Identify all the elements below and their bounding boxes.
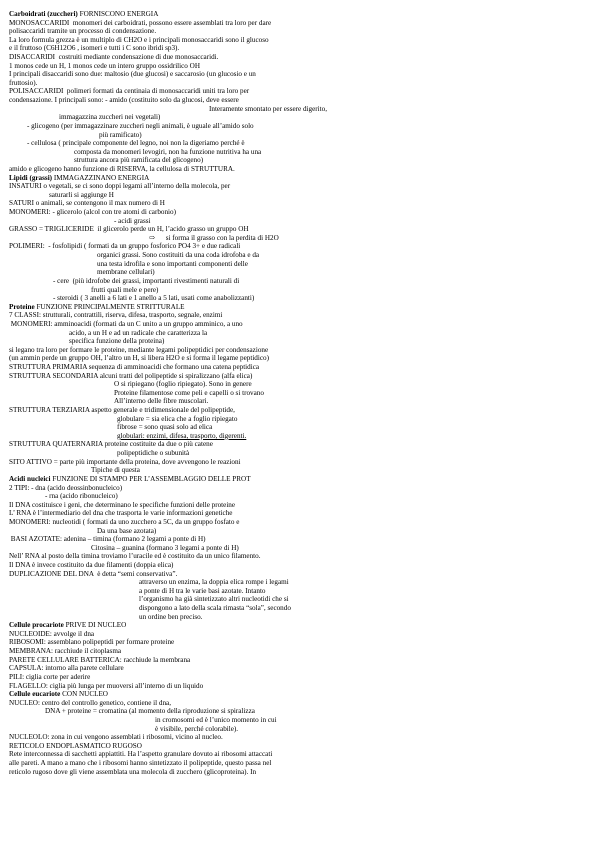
text-line: [9, 440, 586, 449]
text-segment: Citosina – guanina (formano 3 legami a ponte di H): [91, 543, 239, 552]
text-line: [9, 286, 586, 295]
text-segment: Tipiche di questa: [91, 466, 140, 475]
text-segment: O si ripiegano (foglio ripiegato). Sono in genere: [114, 380, 252, 389]
text-segment: INSATURI o vegetali, se ci sono doppi legami all’interno della molecola, per: [9, 182, 231, 191]
text-line: [9, 199, 586, 208]
text-segment: specifica funzione della proteina): [69, 337, 165, 346]
text-line: [9, 320, 586, 329]
text-line: [9, 682, 586, 691]
text-segment: condensazione. I principali sono: - amido (costituito solo da glucosi, deve essere: [9, 96, 239, 105]
text-segment: NUCLEOIDE: avvolge il dna: [9, 629, 95, 638]
text-segment: un ordine ben preciso.: [139, 612, 203, 621]
text-segment: MONOMERI: nucleotidi ( formati da uno zucchero a 5C, da un gruppo fosfato e: [9, 517, 240, 526]
text-line: [9, 458, 586, 467]
text-segment: DISACCARIDI costruiti mediante condensazione di due monosaccaridi.: [9, 53, 219, 62]
text-line: [9, 544, 586, 553]
text-line: [9, 725, 586, 734]
text-line: [9, 346, 586, 355]
text-segment: l’organismo ha già sintetizzato altri nucleotidi che si: [139, 595, 289, 604]
text-line: [9, 148, 586, 157]
text-line: [9, 707, 586, 716]
text-segment: IMMAGAZZINANO ENERGIA: [52, 173, 150, 182]
text-segment: membrane cellulari): [97, 268, 155, 277]
text-segment: NUCLEO: centro del controllo genetico, contiene il dna,: [9, 698, 172, 707]
text-segment: struttura ancora più ramificata del glicogeno): [74, 156, 204, 165]
text-line: [9, 268, 586, 277]
text-line: [9, 699, 586, 708]
section-heading: Cellule procariote: [9, 621, 64, 630]
text-segment: immagazzina zuccheri nei vegetali): [59, 113, 161, 122]
text-segment: FORNISCONO ENERGIA: [77, 10, 159, 18]
text-segment: frutti quali mele e pere): [91, 285, 159, 294]
text-line: [9, 242, 586, 251]
text-line: [9, 492, 586, 501]
text-line: [9, 759, 586, 768]
text-segment: - acidi grassi: [114, 216, 151, 225]
text-line: [9, 337, 586, 346]
text-segment: L’ RNA è l’intermediario del dna che trasporta le varie informazioni genetiche: [9, 509, 233, 518]
text-line: [9, 768, 586, 777]
text-line: [9, 165, 586, 174]
text-line: [9, 10, 586, 19]
text-segment: STRUTTURA SECONDARIA alcuni tratti del polipeptide si spiralizzano (alfa elica): [9, 371, 253, 380]
text-segment: in cromosomi ed è l’unico momento in cui: [155, 715, 277, 724]
text-segment: FUNZIONE DI STAMPO PER L’ASSEMBLAGGIO DELLE PROT: [50, 474, 251, 483]
text-line: [9, 19, 586, 28]
text-segment: 1 monos cede un H, 1 monos cede un intero gruppo ossidrilico OH: [9, 61, 200, 70]
text-line: [9, 750, 586, 759]
text-line: [9, 613, 586, 622]
text-line: [9, 380, 586, 389]
text-line: [9, 509, 586, 518]
text-segment: FUNZIONE PRINCIPALMENTE STRITTURALE: [34, 302, 185, 311]
text-line: [9, 329, 586, 338]
text-segment: Interamente smontato per essere digerito,: [209, 104, 327, 113]
text-segment: POLIMERI: - fosfolipidi ( formati da un gruppo fosforico PO4 3+ e due radicali: [9, 242, 241, 251]
text-segment: MONOMERI: amminoacidi (formati da un C unito a un gruppo amminico, a uno: [9, 319, 243, 328]
text-line: [9, 191, 586, 200]
text-line: [9, 363, 586, 372]
text-segment: Da una base azotata): [97, 526, 157, 535]
text-segment: Il DNA è invece costituito da due filamenti (doppia elica): [9, 561, 174, 569]
text-line: [9, 389, 586, 398]
text-segment: polisaccaridi tramite un processo di condensazione.: [9, 27, 157, 36]
text-line: [9, 578, 586, 587]
text-segment: composta da monomeri levogiri, non ha funzione nutritiva ha una: [74, 147, 262, 156]
text-segment: globulari: enzimi, difesa, trasporto, digerenti.: [117, 431, 247, 440]
text-line: [9, 501, 586, 510]
text-line: [9, 131, 586, 140]
text-segment: GRASSO = TRIGLICERIDE il glicerolo perde un H, l’acido grasso un gruppo OH: [9, 225, 249, 234]
text-line: [9, 139, 586, 148]
text-line: [9, 174, 586, 183]
text-segment: ⇨ si forma il grasso con la perdita di H2O: [149, 233, 279, 242]
text-segment: STRUTTURA PRIMARIA sequenza di amminoacidi che formano una catena peptidica: [9, 362, 260, 371]
text-segment: organici grassi. Sono costituiti da una coda idrofoba e da: [97, 251, 260, 260]
text-line: [9, 225, 586, 234]
text-line: [9, 415, 586, 424]
text-line: [9, 303, 586, 312]
text-line: [9, 449, 586, 458]
text-line: [9, 733, 586, 742]
text-segment: globulare = sia elica che a foglio ripiegato: [117, 414, 238, 423]
text-line: [9, 570, 586, 579]
text-segment: alle pareti. A mano a mano che i ribosomi hanno sintetizzato il polipeptide, questo passa nel: [9, 759, 272, 768]
text-segment: 2 TIPI: - dna (acido deossinbonucleico): [9, 483, 123, 492]
text-line: [9, 630, 586, 639]
text-segment: - glicogeno (per immagazzinare zuccheri negli animali, è uguale all’amido solo: [27, 121, 254, 130]
text-line: [9, 423, 586, 432]
section-heading: Lipidi (grassi): [9, 173, 53, 182]
text-line: [9, 466, 586, 475]
text-line: [9, 105, 586, 114]
text-segment: PRIVE DI NUCLEO: [63, 621, 127, 630]
text-segment: MONOMERI: - glicerolo (alcol con tre atomi di carbonio): [9, 208, 176, 217]
text-segment: si legano tra loro per formare le proteine, mediante legami polipeptidici per condensazione: [9, 345, 269, 354]
text-line: [9, 664, 586, 673]
text-line: [9, 113, 586, 122]
text-segment: più ramificato): [99, 130, 142, 139]
text-line: [9, 44, 586, 53]
text-segment: e il fruttoso (C6H12O6 , isomeri e tutti i C sono ibridi sp3).: [9, 44, 180, 53]
text-segment: DUPLICAZIONE DEL DNA è detta “semi conservativa”.: [9, 569, 178, 578]
text-line: [9, 690, 586, 699]
text-segment: - cere (più idrofobe dei grassi, importanti rivestimenti naturali di: [53, 276, 240, 285]
text-segment: a ponte di H tra le varie basi azotate. Intanto: [139, 586, 266, 595]
text-line: [9, 53, 586, 62]
text-line: [9, 621, 586, 630]
text-segment: La loro formula grezza è un multiplo di CH2O e i principali monosaccaridi sono il glucoso: [9, 35, 269, 44]
text-line: [9, 372, 586, 381]
text-line: [9, 234, 586, 243]
text-line: [9, 62, 586, 71]
text-line: [9, 587, 586, 596]
section-heading: Acidi nucleici: [9, 474, 51, 483]
section-heading: Proteine: [9, 302, 35, 311]
text-line: [9, 647, 586, 656]
section-heading: Carboidrati (zuccheri): [9, 10, 78, 18]
text-segment: RIBOSOMI: assemblano polipeptidi per formare proteine: [9, 638, 175, 647]
text-segment: NUCLEOLO: zona in cui vengono assemblati i ribosomi, vicino al nucleo.: [9, 733, 223, 742]
text-segment: POLISACCARIDI polimeri formati da centinaia di monosaccaridi uniti tra loro per: [9, 87, 250, 96]
text-line: [9, 475, 586, 484]
text-line: [9, 260, 586, 269]
text-line: [9, 87, 586, 96]
text-segment: polipeptidiche o subunità: [117, 449, 190, 458]
text-segment: PILI: ciglia corte per aderire: [9, 672, 91, 681]
text-segment: è visibile, perché colorabile).: [155, 724, 239, 733]
text-line: [9, 208, 586, 217]
text-line: [9, 595, 586, 604]
text-line: [9, 484, 586, 493]
text-line: [9, 656, 586, 665]
text-segment: CAPSULA: intorno alla parete cellulare: [9, 664, 124, 673]
text-line: [9, 552, 586, 561]
text-line: [9, 217, 586, 226]
text-segment: - cellulosa ( principale componente del legno, noi non la digeriamo perché è: [27, 139, 245, 148]
text-segment: fibrose = sono quasi solo ad elica: [117, 423, 213, 432]
text-segment: DNA + proteine = cromatina (al momento della riproduzione si spiralizza: [45, 707, 255, 716]
text-line: [9, 182, 586, 191]
text-segment: SITO ATTIVO = parte più importante della proteina, dove avvengono le reazioni: [9, 457, 241, 466]
text-line: [9, 561, 586, 570]
text-line: [9, 604, 586, 613]
text-line: [9, 518, 586, 527]
text-segment: (un ammin perde un gruppo OH, l’altro un H, si libera H2O e si forma il legame peptidico): [9, 354, 269, 363]
text-segment: MONOSACCARIDI monomeri dei carboidrati, possono essere assemblati tra loro per dare: [9, 18, 272, 27]
text-line: [9, 277, 586, 286]
text-line: [9, 156, 586, 165]
text-line: [9, 716, 586, 725]
text-line: [9, 673, 586, 682]
text-segment: STRUTTURA QUATERNARIA proteine costituite da due o più catene: [9, 440, 213, 449]
text-segment: PARETE CELLULARE BATTERICA: racchiude la membrana: [9, 655, 191, 664]
text-line: [9, 70, 586, 79]
text-line: [9, 96, 586, 105]
text-segment: Il DNA costituisce i geni, che determinano le specifiche funzioni delle proteine: [9, 500, 236, 509]
text-line: [9, 36, 586, 45]
text-segment: SATURI o animali, se contengono il max numero di H: [9, 199, 165, 208]
text-line: [9, 251, 586, 260]
text-line: [9, 638, 586, 647]
text-line: [9, 406, 586, 415]
text-line: [9, 122, 586, 131]
text-segment: Proteine filamentose come peli e capelli o si trovano: [114, 388, 264, 397]
text-segment: una testa idrofila e sono importanti componenti delle: [97, 259, 248, 268]
text-line: [9, 79, 586, 88]
text-line: [9, 294, 586, 303]
text-line: [9, 27, 586, 36]
text-segment: BASI AZOTATE: adenina – timina (formano 2 legami a ponte di H): [9, 535, 206, 544]
text-line: [9, 742, 586, 751]
text-segment: MEMBRANA: racchiude il citoplasma: [9, 647, 122, 656]
text-line: [9, 397, 586, 406]
text-segment: saturarli si aggiunge H: [49, 190, 114, 199]
text-segment: CON NUCLEO: [60, 690, 108, 699]
text-segment: RETICOLO ENDOPLASMATICO RUGOSO: [9, 741, 142, 750]
text-segment: - rna (acido ribonucleico): [45, 492, 118, 501]
text-segment: STRUTTURA TERZIARIA aspetto generale e tridimensionale del polipeptide,: [9, 406, 235, 415]
text-line: [9, 311, 586, 320]
text-segment: I principali disaccaridi sono due: maltosio (due glucosi) e saccarosio (un glucosio e un: [9, 70, 256, 79]
text-segment: FLAGELLO: ciglia più lunga per muoversi all’interno di un liquido: [9, 681, 204, 690]
text-segment: fruttosio).: [9, 78, 38, 87]
text-line: [9, 354, 586, 363]
text-line: [9, 535, 586, 544]
text-line: [9, 527, 586, 536]
text-segment: dispongono a lato della scala rimasta “sola”, secondo: [139, 604, 291, 613]
text-segment: - steroidi ( 3 anelli a 6 lati e 1 anello a 5 lati, usati come anabolizzanti): [53, 294, 255, 303]
text-segment: Rete interconnessa di sacchetti appiattiti. Ha l’aspetto granulare dovuto ai ribosomi attaccati: [9, 750, 273, 759]
text-segment: Nell’ RNA al posto della timina troviamo l’uracile ed è costituito da un unico filamento.: [9, 552, 261, 561]
section-heading: Cellule eucariote: [9, 690, 61, 699]
text-line: [9, 432, 586, 441]
text-segment: acido, a un H e ad un radicale che caratterizza la: [69, 328, 208, 337]
text-segment: attraverso un enzima, la doppia elica rompe i legami: [139, 578, 289, 587]
text-segment: reticolo rugoso dove gli viene assemblata una molecola di zucchero (glicoproteina). In: [9, 767, 257, 776]
text-segment: amido e glicogeno hanno funzione di RISERVA, la cellulosa di STRUTTURA.: [9, 164, 235, 173]
text-segment: 7 CLASSI: strutturali, contrattili, riserva, difesa, trasporto, segnale, enzimi: [9, 311, 223, 320]
text-segment: All’interno delle fibre muscolari.: [114, 397, 209, 406]
